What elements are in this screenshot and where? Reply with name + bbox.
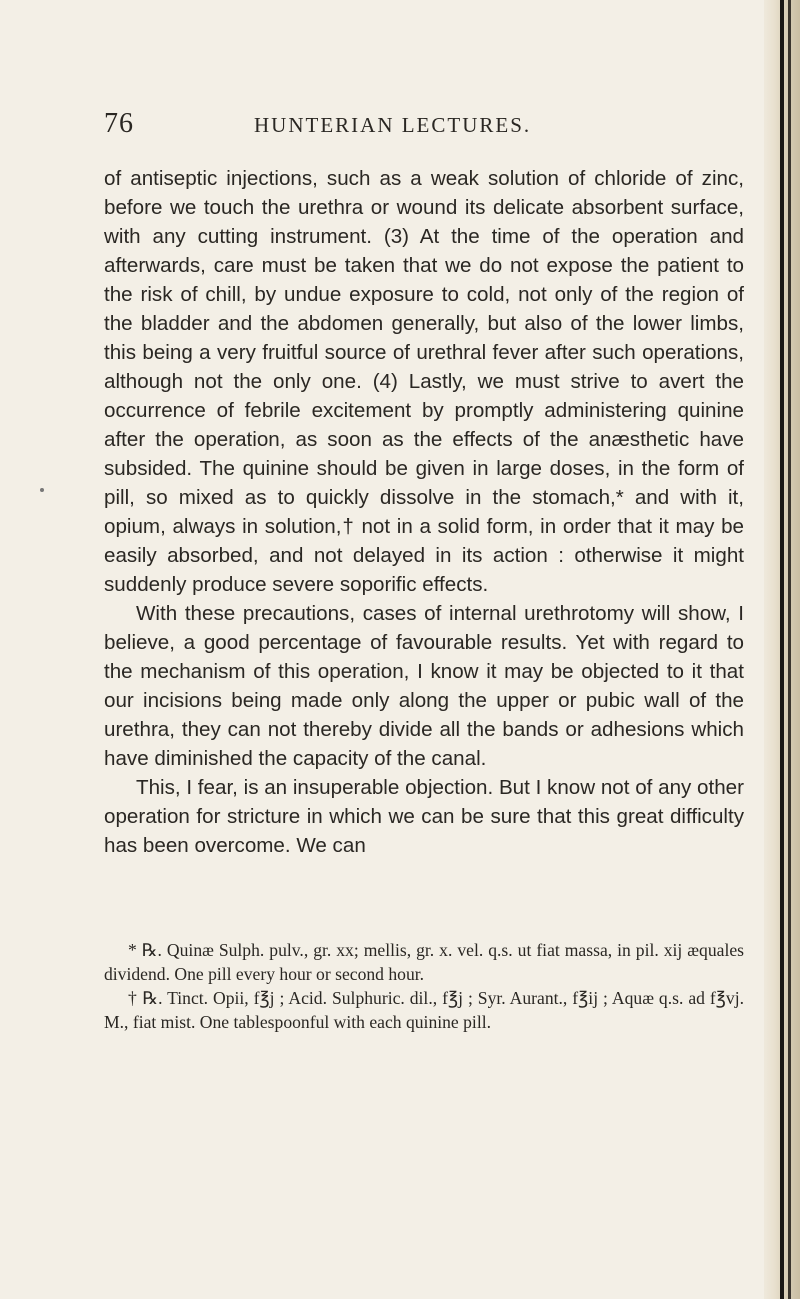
binding-gutter-line — [780, 0, 784, 1299]
paragraph: With these precautions, cases of internal urethrotomy will show, I believe, a good percentage of favourable results. Yet with regard to the mechanism of this operation, I know it may be objected to it that our incisions being made only along the upper or pubic wall of the urethra, they can not thereby divide all the bands or adhesions which have diminished the capacity of the canal. — [104, 602, 744, 770]
page-header — [104, 108, 744, 140]
paragraph: This, I fear, is an insuperable objection. But I know not of any other operation for stricture in which we can be sure that this great difficulty has been overcome. We can — [104, 776, 744, 857]
margin-speck — [40, 488, 44, 492]
body-text — [104, 164, 744, 860]
footnote-opium-mixture: † ℞. Tinct. Opii, f℥j ; Acid. Sulphuric. dil., f℥j ; Syr. Aurant., f℥ij ; Aquæ q.s. ad f℥vj. M., fiat mist. One tablespoonful with each quinine pill. — [104, 988, 744, 1032]
paragraph: of antiseptic injections, such as a weak solution of chloride of zinc, before we touch the urethra or wound its delicate absorbent surface, with any cutting instrument. (3) At the time of the operation and afterwards, care must be taken that we do not expose the patient to the risk of chill, by undue exposure to cold, not only of the region of the bladder and the abdomen generally, but also of the lower limbs, this being a very fruitful source of urethral fever after such operations, although not the only one. (4) Lastly, we must strive to avert the occurrence of febrile excitement by promptly administering quinine after the operation, as soon as the effects of the anæsthetic have subsided. The quinine should be given in large doses, in the form of pill, so mixed as to quickly dissolve in the stomach,* and with it, opium, always in solution,† not in a solid form, in order that it may be easily absorbed, and not delayed in its action : otherwise it might suddenly produce severe soporific effects. — [104, 167, 744, 596]
running-head: HUNTERIAN LECTURES. — [254, 113, 532, 137]
page-number: 76 — [104, 108, 134, 139]
binding-gutter-line-outer — [788, 0, 791, 1299]
footnotes — [104, 938, 744, 1034]
footnote-quinine-prescription: * ℞. Quinæ Sulph. pulv., gr. xx; mellis, gr. x. vel. q.s. ut fiat massa, in pil. xij æquales dividend. One pill every hour or second hour. — [104, 940, 744, 984]
